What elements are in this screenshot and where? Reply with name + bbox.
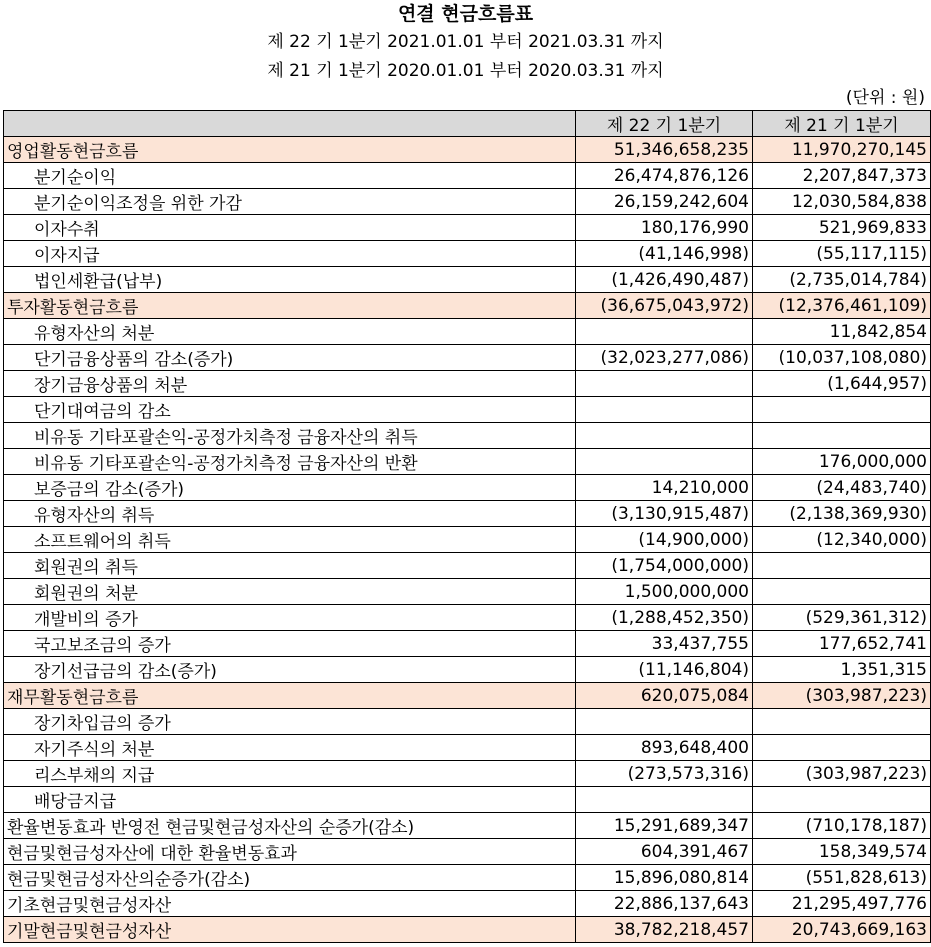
row-label: 배당금지급 [4,787,576,813]
row-label: 장기선급금의 감소(증가) [4,657,576,683]
value-prior-period: 176,000,000 [753,449,931,475]
value-current-period: (1,754,000,000) [576,553,753,579]
row-label: 현금및현금성자산의순증가(감소) [4,865,576,891]
table-row [4,813,931,839]
table-row [4,423,931,449]
table-row [4,787,931,813]
value-prior-period: 177,652,741 [753,631,931,657]
table-row [4,319,931,345]
table-row [4,241,931,267]
row-label: 분기순이익 [4,163,576,189]
table-row [4,891,931,917]
table-row [4,865,931,891]
value-current-period: (32,023,277,086) [576,345,753,371]
value-current-period: 15,896,080,814 [576,865,753,891]
value-current-period: (36,675,043,972) [576,293,753,319]
value-prior-period [753,735,931,761]
table-row [4,839,931,865]
row-label: 분기순이익조정을 위한 가감 [4,189,576,215]
value-current-period [576,371,753,397]
value-prior-period: (10,037,108,080) [753,345,931,371]
value-prior-period: (303,987,223) [753,683,931,709]
value-current-period [576,319,753,345]
value-current-period [576,397,753,423]
value-current-period: 22,886,137,643 [576,891,753,917]
value-prior-period: 21,295,497,776 [753,891,931,917]
value-current-period: (1,426,490,487) [576,267,753,293]
row-label: 개발비의 증가 [4,605,576,631]
header-prior-period: 제 21 기 1분기 [753,111,931,137]
table-row [4,579,931,605]
value-prior-period: 158,349,574 [753,839,931,865]
table-row [4,449,931,475]
value-prior-period: (303,987,223) [753,761,931,787]
value-prior-period: (551,828,613) [753,865,931,891]
value-current-period: 1,500,000,000 [576,579,753,605]
table-row [4,293,931,319]
value-prior-period: (2,735,014,784) [753,267,931,293]
value-prior-period: 2,207,847,373 [753,163,931,189]
table-row [4,267,931,293]
row-label: 법인세환급(납부) [4,267,576,293]
row-label: 비유동 기타포괄손익-공정가치측정 금융자산의 취득 [4,423,576,449]
unit-label: (단위 : 원) [845,88,925,108]
table-row [4,189,931,215]
table-row [4,631,931,657]
table-row [4,709,931,735]
table-row [4,475,931,501]
row-label: 이자수취 [4,215,576,241]
report-title: 연결 현금흐름표 [397,3,534,25]
row-label: 장기금융상품의 처분 [4,371,576,397]
report-header [0,0,931,86]
table-header-row [4,111,931,137]
value-prior-period [753,423,931,449]
value-current-period: 14,210,000 [576,475,753,501]
period-current: 제 22 기 1분기 2021.01.01 부터 2021.03.31 까지 [267,32,664,52]
row-label: 회원권의 처분 [4,579,576,605]
period-prior: 제 21 기 1분기 2020.01.01 부터 2020.03.31 까지 [267,61,664,81]
value-current-period: (14,900,000) [576,527,753,553]
row-label: 기말현금및현금성자산 [4,917,576,943]
value-current-period [576,709,753,735]
cash-flow-table [3,110,931,943]
value-prior-period: (24,483,740) [753,475,931,501]
value-current-period: 180,176,990 [576,215,753,241]
value-current-period: 26,474,876,126 [576,163,753,189]
table-row [4,683,931,709]
value-prior-period: 1,351,315 [753,657,931,683]
value-prior-period: (12,376,461,109) [753,293,931,319]
row-label: 비유동 기타포괄손익-공정가치측정 금융자산의 반환 [4,449,576,475]
table-row [4,527,931,553]
table-row [4,553,931,579]
value-prior-period: 12,030,584,838 [753,189,931,215]
row-label: 이자지급 [4,241,576,267]
value-current-period: 604,391,467 [576,839,753,865]
row-label: 장기차입금의 증가 [4,709,576,735]
table-row [4,397,931,423]
table-row [4,215,931,241]
value-prior-period: (710,178,187) [753,813,931,839]
table-row [4,917,931,943]
value-current-period: 15,291,689,347 [576,813,753,839]
row-label: 유형자산의 취득 [4,501,576,527]
value-prior-period [753,787,931,813]
table-row [4,501,931,527]
table-row [4,605,931,631]
table-row [4,137,931,163]
row-label: 국고보조금의 증가 [4,631,576,657]
value-prior-period [753,397,931,423]
value-current-period: (41,146,998) [576,241,753,267]
row-label: 단기대여금의 감소 [4,397,576,423]
row-label: 기초현금및현금성자산 [4,891,576,917]
value-prior-period: 20,743,669,163 [753,917,931,943]
row-label: 자기주식의 처분 [4,735,576,761]
value-prior-period: 11,842,854 [753,319,931,345]
table-row [4,735,931,761]
table-row [4,163,931,189]
value-prior-period: 521,969,833 [753,215,931,241]
table-row [4,345,931,371]
table-row [4,657,931,683]
row-label: 영업활동현금흐름 [4,137,576,163]
row-label: 보증금의 감소(증가) [4,475,576,501]
value-current-period: 33,437,755 [576,631,753,657]
header-label [4,111,576,137]
value-prior-period: 11,970,270,145 [753,137,931,163]
value-prior-period: (2,138,369,930) [753,501,931,527]
row-label: 현금및현금성자산에 대한 환율변동효과 [4,839,576,865]
value-current-period: (11,146,804) [576,657,753,683]
value-current-period: 620,075,084 [576,683,753,709]
value-current-period [576,423,753,449]
value-current-period [576,449,753,475]
value-current-period: 38,782,218,457 [576,917,753,943]
row-label: 소프트웨어의 취득 [4,527,576,553]
value-current-period: (1,288,452,350) [576,605,753,631]
value-prior-period: (55,117,115) [753,241,931,267]
value-current-period: (3,130,915,487) [576,501,753,527]
row-label: 재무활동현금흐름 [4,683,576,709]
value-current-period: 893,648,400 [576,735,753,761]
value-prior-period: (1,644,957) [753,371,931,397]
row-label: 투자활동현금흐름 [4,293,576,319]
row-label: 유형자산의 처분 [4,319,576,345]
row-label: 리스부채의 지급 [4,761,576,787]
value-prior-period [753,553,931,579]
value-prior-period [753,579,931,605]
header-current-period: 제 22 기 1분기 [576,111,753,137]
value-prior-period: (12,340,000) [753,527,931,553]
table-row [4,761,931,787]
row-label: 환율변동효과 반영전 현금및현금성자산의 순증가(감소) [4,813,576,839]
table-row [4,371,931,397]
value-prior-period [753,709,931,735]
row-label: 회원권의 취득 [4,553,576,579]
value-prior-period: (529,361,312) [753,605,931,631]
value-current-period [576,787,753,813]
value-current-period: 26,159,242,604 [576,189,753,215]
value-current-period: (273,573,316) [576,761,753,787]
row-label: 단기금융상품의 감소(증가) [4,345,576,371]
value-current-period: 51,346,658,235 [576,137,753,163]
